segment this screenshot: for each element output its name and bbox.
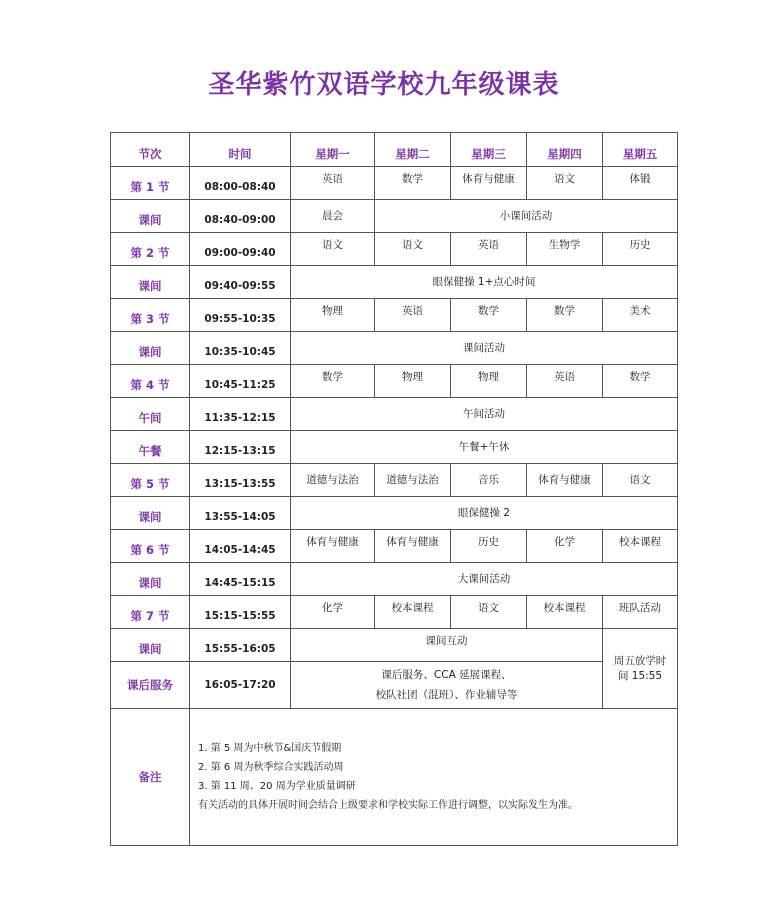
class-cell: 体育与健康 xyxy=(375,530,451,563)
class-cell: 历史 xyxy=(451,530,527,563)
header-wednesday: 星期三 xyxy=(451,133,527,167)
period-label: 课间 xyxy=(111,629,190,662)
class-cell: 校本课程 xyxy=(375,596,451,629)
class-cell: 数学 xyxy=(603,365,678,398)
period-label: 第 4 节 xyxy=(111,365,190,398)
period-time: 09:40-09:55 xyxy=(190,266,291,299)
class-cell: 英语 xyxy=(291,167,375,200)
after-school-line: 校队社团（混班）、作业辅导等 xyxy=(375,689,518,701)
period-time: 14:45-15:15 xyxy=(190,563,291,596)
table-row xyxy=(111,167,678,200)
activity-cell: 晨会 xyxy=(291,200,375,233)
class-cell: 体育与健康 xyxy=(291,530,375,563)
period-label: 第 2 节 xyxy=(111,233,190,266)
table-row xyxy=(111,332,678,365)
activity-cell: 午间活动 xyxy=(291,398,678,431)
header-friday: 星期五 xyxy=(603,133,678,167)
class-cell: 物理 xyxy=(291,299,375,332)
class-cell: 语文 xyxy=(603,464,678,497)
class-cell: 体育与健康 xyxy=(451,167,527,200)
table-row xyxy=(111,563,678,596)
note-line: 有关活动的具体开展时间会结合上级要求和学校实际工作进行调整，以实际发生为准。 xyxy=(198,800,578,811)
table-row xyxy=(111,233,678,266)
class-cell: 历史 xyxy=(603,233,678,266)
note-line: 3. 第 11 周、20 周为学业质量调研 xyxy=(198,781,356,792)
class-cell: 数学 xyxy=(527,299,603,332)
class-cell: 体育与健康 xyxy=(527,464,603,497)
period-label: 课间 xyxy=(111,266,190,299)
period-time: 16:05-17:20 xyxy=(190,662,291,709)
period-time: 09:00-09:40 xyxy=(190,233,291,266)
class-cell: 化学 xyxy=(527,530,603,563)
period-time: 15:15-15:55 xyxy=(190,596,291,629)
notes-row xyxy=(111,709,678,846)
class-cell: 班队活动 xyxy=(603,596,678,629)
header-period: 节次 xyxy=(111,133,190,167)
class-cell: 英语 xyxy=(375,299,451,332)
note-line: 2. 第 6 周为秋季综合实践活动周 xyxy=(198,762,344,773)
class-cell: 音乐 xyxy=(451,464,527,497)
timetable xyxy=(110,132,678,846)
table-row xyxy=(111,299,678,332)
class-cell: 物理 xyxy=(451,365,527,398)
period-label: 第 1 节 xyxy=(111,167,190,200)
period-label: 第 7 节 xyxy=(111,596,190,629)
activity-cell: 眼保健操 1+点心时间 xyxy=(291,266,678,299)
class-cell: 校本课程 xyxy=(603,530,678,563)
period-label: 第 6 节 xyxy=(111,530,190,563)
period-time: 13:55-14:05 xyxy=(190,497,291,530)
table-row xyxy=(111,200,678,233)
page-title: 圣华紫竹双语学校九年级课表 xyxy=(208,70,560,100)
table-row xyxy=(111,365,678,398)
period-label: 课后服务 xyxy=(111,662,190,709)
class-cell: 体锻 xyxy=(603,167,678,200)
header-thursday: 星期四 xyxy=(527,133,603,167)
class-cell: 道德与法治 xyxy=(291,464,375,497)
activity-cell: 大课间活动 xyxy=(291,563,678,596)
period-time: 14:05-14:45 xyxy=(190,530,291,563)
friday-dismissal-line: 周五放学时 xyxy=(613,654,667,667)
header-row xyxy=(111,133,678,167)
class-cell: 语文 xyxy=(375,233,451,266)
header-monday: 星期一 xyxy=(291,133,375,167)
friday-dismissal-line: 间 15:55 xyxy=(617,669,663,682)
table-row xyxy=(111,629,678,662)
class-cell: 英语 xyxy=(527,365,603,398)
period-time: 09:55-10:35 xyxy=(190,299,291,332)
period-label: 第 3 节 xyxy=(111,299,190,332)
table-row xyxy=(111,464,678,497)
activity-cell: 眼保健操 2 xyxy=(291,497,678,530)
period-time: 10:45-11:25 xyxy=(190,365,291,398)
class-cell: 语文 xyxy=(451,596,527,629)
period-label: 课间 xyxy=(111,563,190,596)
period-time: 11:35-12:15 xyxy=(190,398,291,431)
header-time: 时间 xyxy=(190,133,291,167)
class-cell: 物理 xyxy=(375,365,451,398)
period-label: 第 5 节 xyxy=(111,464,190,497)
table-row xyxy=(111,596,678,629)
class-cell: 数学 xyxy=(375,167,451,200)
period-label: 课间 xyxy=(111,332,190,365)
notes-label: 备注 xyxy=(111,709,190,846)
class-cell: 道德与法治 xyxy=(375,464,451,497)
notes-content xyxy=(190,709,678,846)
class-cell: 语文 xyxy=(527,167,603,200)
friday-dismissal-cell xyxy=(603,629,678,709)
period-time: 15:55-16:05 xyxy=(190,629,291,662)
table-row xyxy=(111,497,678,530)
activity-cell: 课间活动 xyxy=(291,332,678,365)
activity-cell: 小课间活动 xyxy=(375,200,678,233)
period-label: 午餐 xyxy=(111,431,190,464)
activity-cell: 课间互动 xyxy=(291,629,603,662)
period-label: 课间 xyxy=(111,497,190,530)
class-cell: 数学 xyxy=(291,365,375,398)
period-time: 10:35-10:45 xyxy=(190,332,291,365)
class-cell: 校本课程 xyxy=(527,596,603,629)
activity-cell xyxy=(291,662,603,709)
table-row xyxy=(111,431,678,464)
period-label: 午间 xyxy=(111,398,190,431)
period-time: 12:15-13:15 xyxy=(190,431,291,464)
period-time: 08:40-09:00 xyxy=(190,200,291,233)
table-row xyxy=(111,398,678,431)
header-tuesday: 星期二 xyxy=(375,133,451,167)
period-time: 13:15-13:55 xyxy=(190,464,291,497)
period-label: 课间 xyxy=(111,200,190,233)
table-row xyxy=(111,530,678,563)
note-line: 1. 第 5 周为中秋节&国庆节假期 xyxy=(198,743,342,754)
class-cell: 英语 xyxy=(451,233,527,266)
after-school-line: 课后服务、CCA 延展课程、 xyxy=(381,669,512,681)
class-cell: 数学 xyxy=(451,299,527,332)
activity-cell: 午餐+午休 xyxy=(291,431,678,464)
table-row xyxy=(111,266,678,299)
class-cell: 生物学 xyxy=(527,233,603,266)
class-cell: 美术 xyxy=(603,299,678,332)
class-cell: 化学 xyxy=(291,596,375,629)
table-row xyxy=(111,662,678,709)
class-cell: 语文 xyxy=(291,233,375,266)
period-time: 08:00-08:40 xyxy=(190,167,291,200)
